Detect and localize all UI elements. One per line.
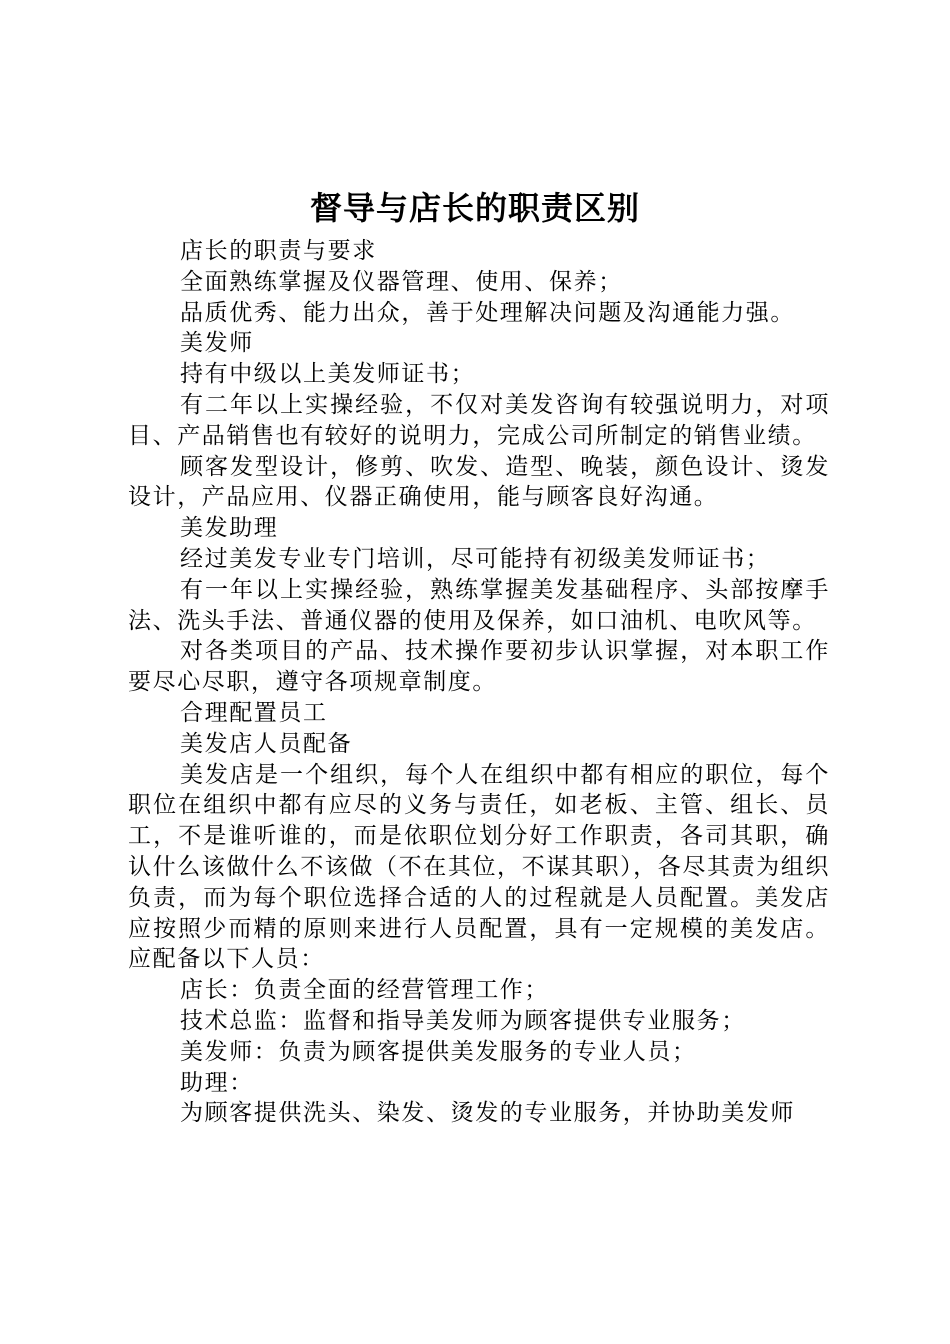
paragraph: 助理： [180,1069,254,1096]
paragraph: 顾客发型设计，修剪、吹发、造型、晚装，颜色设计、烫发设计，产品应用、仪器正确使用，能与顾客良好沟通。 [128,453,830,511]
paragraph: 有二年以上实操经验，不仅对美发咨询有较强说明力，对项目、产品销售也有较好的说明力，完成公司所制定的销售业绩。 [128,391,830,449]
paragraph: 对各类项目的产品、技术操作要初步认识掌握，对本职工作要尽心尽职，遵守各项规章制度。 [128,638,830,696]
paragraph: 美发店是一个组织，每个人在组织中都有相应的职位，每个职位在组织中都有应尽的义务与责任，如老板、主管、组长、员工，不是谁听谁的，而是依职位划分好工作职责，各司其职，确认什么该做什么不该做（不在其位，不谋其职），各尽其责为组织负责，而为每个职位选择合适的人的过程就是人员配置。美发店应按照少而精的原则来进行人员配置，具有一定规模的美发店。应配备以下人员： [128,761,830,973]
paragraph-section-heading: 合理配置员工 [180,699,328,726]
paragraph: 有一年以上实操经验，熟练掌握美发基础程序、头部按摩手法、洗头手法、普通仪器的使用及保养，如口油机、电吹风等。 [128,576,830,634]
paragraph: 美发师：负责为顾客提供美发服务的专业人员； [180,1038,697,1065]
paragraph: 技术总监：监督和指导美发师为顾客提供专业服务； [180,1007,746,1034]
paragraph-section-heading: 美发店人员配备 [180,730,353,757]
paragraph: 全面熟练掌握及仪器管理、使用、保养； [180,268,623,295]
paragraph: 经过美发专业专门培训，尽可能持有初级美发师证书； [180,545,771,572]
paragraph: 店长：负责全面的经营管理工作； [180,977,549,1004]
paragraph-section-heading: 美发师 [180,330,254,357]
document-title: 督导与店长的职责区别 [309,189,640,227]
paragraph-section-heading: 美发助理 [180,515,279,542]
paragraph: 品质优秀、能力出众，善于处理解决问题及沟通能力强。 [180,299,795,326]
paragraph: 持有中级以上美发师证书； [180,361,476,388]
paragraph-section-heading: 店长的职责与要求 [180,238,377,264]
document-body [128,236,830,1129]
paragraph: 为顾客提供洗头、染发、烫发的专业服务，并协助美发师 [180,1100,795,1127]
